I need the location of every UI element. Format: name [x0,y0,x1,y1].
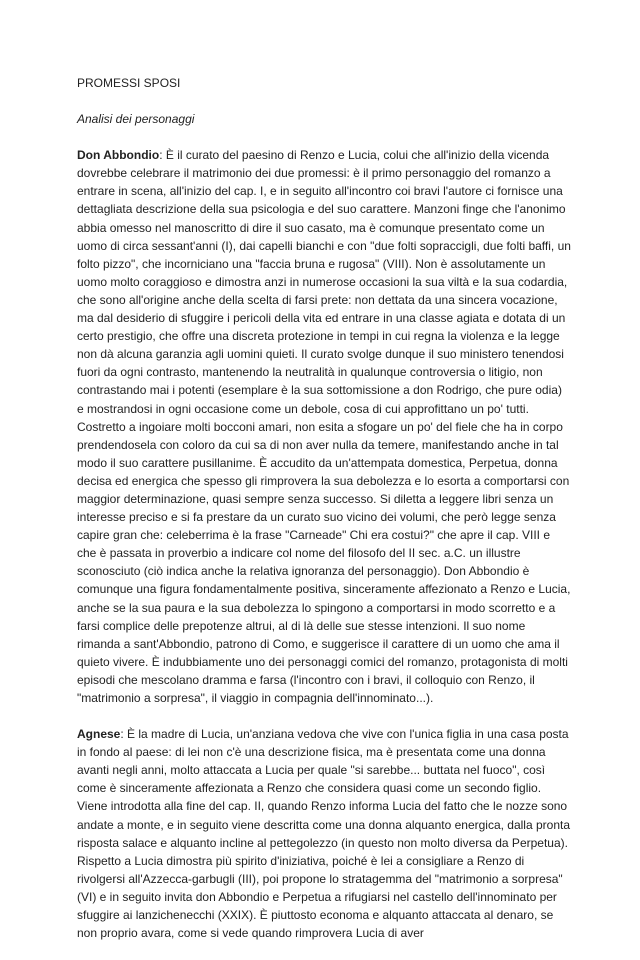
paragraph-don-abbondio [77,146,571,707]
paragraph-text: : È la madre di Lucia, un'anziana vedova che vive con l'unica figlia in una casa posta in fondo al paese: di lei non c'è una descrizione fisica, ma è presentata come una donna avanti negli anni, molto attaccata a Lucia per quale "si sarebbe... buttata nel fuoco", così come è sinceramente affezionata a Renzo che considera quasi come un secondo figlio. Viene introdotta alla fine del cap. II, quando Renzo informa Lucia del fatto che le nozze sono andate a monte, e in seguito viene descritta come una donna alquanto energica, dalla pronta risposta salace e alquanto incline al pettegolezzo (in questo non molto diversa da Perpetua). Rispetto a Lucia dimostra più spirito d'iniziativa, poiché è lei a consigliare a Renzo di rivolgersi all'Azzecca-garbugli (III), poi propone lo stratagemma del "matrimonio a sorpresa" (VI) e in seguito invita don Abbondio e Perpetua a rifugiarsi nel castello dell'innominato per sfuggire ai lanzichenecchi (XXIX). È piuttosto economa e alquanto attaccata al denaro, se non proprio avara, come si vede quando rimprovera Lucia di aver [77,727,571,941]
document-subtitle: Analisi dei personaggi [77,112,195,127]
document-title: PROMESSI SPOSI [77,76,181,90]
paragraph-agnese [77,725,571,942]
document-page [77,74,571,960]
paragraph-text: : È il curato del paesino di Renzo e Lucia, colui che all'inizio della vicenda dovrebbe celebrare il matrimonio dei due promessi: è il primo personaggio del romanzo a entrare in scena, all'inizio del cap. I, e in seguito all'incontro coi bravi l'autore ci fornisce una dettagliata descrizione della sua psicologia e del suo carattere. Manzoni finge che l'anonimo abbia omesso nel manoscritto di dire il suo casato, ma è comunque presentato come un uomo di circa sessant'anni (I), dai capelli bianchi e con "due folti sopraccigli, due folti baffi, un folto pizzo", che incorniciano una "faccia bruna e rugosa" (VIII). Non è assolutamente un uomo molto coraggioso e dimostra anzi in numerose occasioni la sua viltà e la sua codardia, che sono all'origine anche della scelta di farsi prete: non dettata da una sincera vocazione, ma dal desiderio di sfuggire i pericoli della vita ed entrare in una classe agiata e dotata di un certo prestigio, che offre una discreta protezione in tempi in cui regna la violenza e la legge non dà alcuna garanzia agli uomini quieti. Il curato svolge dunque il suo ministero tenendosi fuori da ogni contrasto, mantenendo la neutralità in qualunque controversia o litigio, non contrastando mai i potenti (esemplare è la sua sottomissione a don Rodrigo, che pure odia) e mostrandosi in ogni occasione come un debole, cosa di cui approfittano un po' tutti. Costretto a ingoiare molti bocconi amari, non esita a sfogare un po' del fiele che ha in corpo prendendosela con coloro da cui sa di non aver nulla da temere, manifestando anche in tal modo il suo carattere pusillanime. È accudito da un'attempata domestica, Perpetua, donna decisa ed energica che spesso gli rimprovera la sua debolezza e lo esorta a comportarsi con maggior determinazione, quasi sempre senza successo. Si diletta a leggere libri senza un interesse preciso e si fa prestare da un curato suo vicino dei volumi, che però legge senza capire gran che: celeberrima è la frase "Carneade" Chi era costui?" che apre il cap. VIII e che è passata in proverbio a indicare col nome del filosofo del II sec. a.C. un illustre sconosciuto (ciò indica anche la relativa ignoranza del personaggio). Don Abbondio è comunque una figura fondamentalmente positiva, sinceramente affezionato a Renzo e Lucia, anche se la sua paura e la sua debolezza lo spingono a comportarsi in modo scorretto e a farsi complice delle prepotenze altrui, al di là delle sue stesse intenzioni. Il suo nome rimanda a sant'Abbondio, patrono di Como, e suggerisce il carattere di un uomo che ama il quieto vivere. È indubbiamente uno dei personaggi comici del romanzo, protagonista di molti episodi che mescolano dramma e farsa (l'incontro con i bravi, il colloquio con Renzo, il "matrimonio a sorpresa", il viaggio in compagnia dell'innominato...). [77,148,571,705]
character-name: Agnese [77,727,121,742]
character-name: Don Abbondio [77,148,160,163]
